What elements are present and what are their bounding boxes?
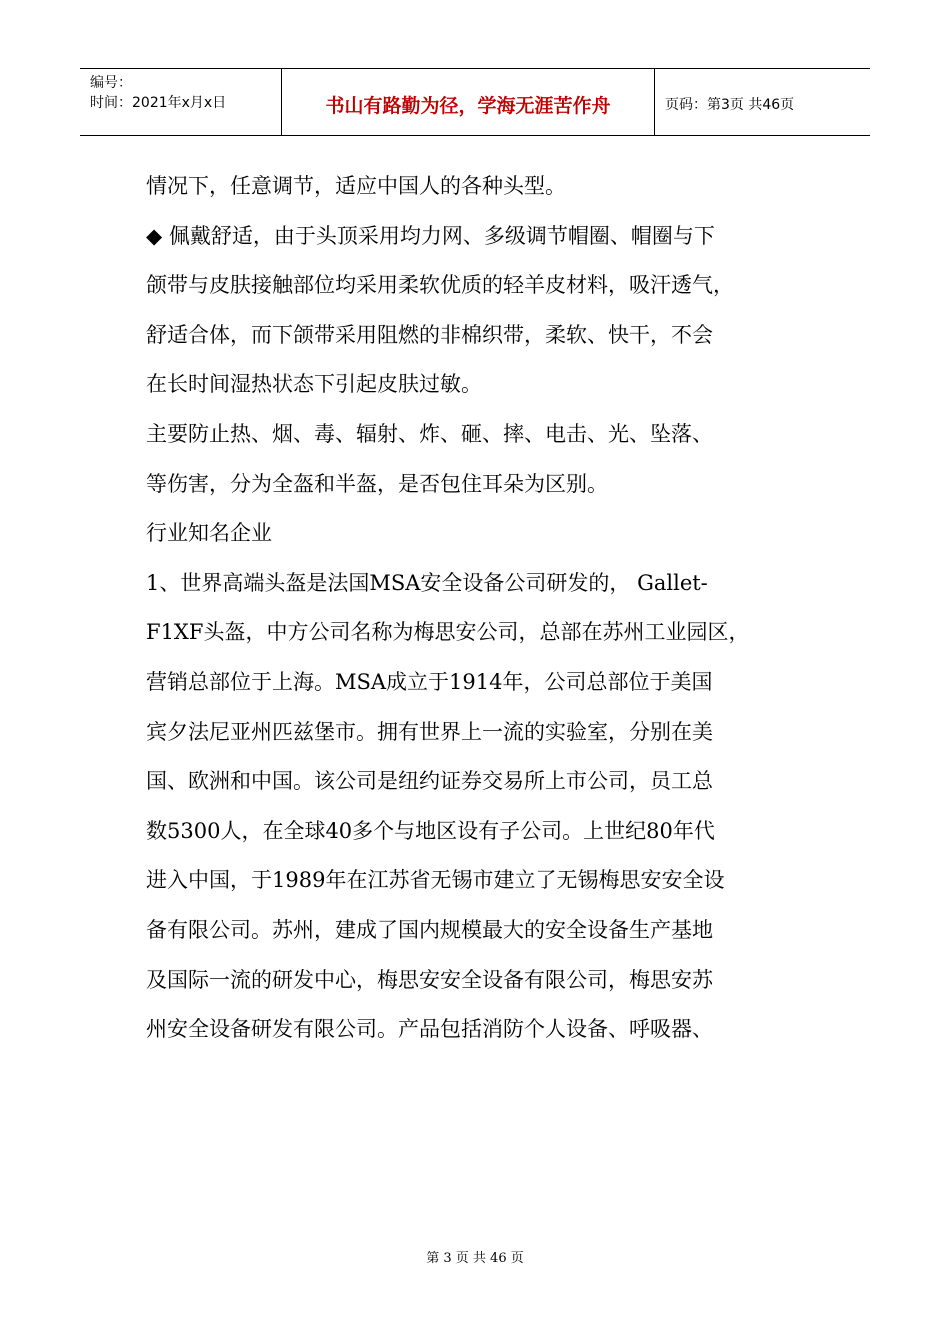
document-number-label: 编号：: [90, 75, 132, 91]
document-body: [146, 162, 826, 1055]
body-line: 1、世界高端头盔是法国MSA安全设备公司研发的， Gallet-: [146, 570, 708, 595]
body-line: 国、欧洲和中国。该公司是纽约证券交易所上市公司，员工总: [146, 769, 713, 794]
header-motto: 书山有路勤为径，学海无涯苦作舟: [282, 69, 655, 135]
section-heading: 行业知名企业: [146, 521, 272, 546]
body-line: 及国际一流的研发中心，梅思安安全设备有限公司，梅思安苏: [146, 967, 713, 992]
body-line: F1XF头盔，中方公司名称为梅思安公司，总部在苏州工业园区，: [146, 620, 750, 645]
body-line: 颌带与皮肤接触部位均采用柔软优质的轻羊皮材料，吸汗透气，: [146, 273, 734, 298]
body-line: 宾夕法尼亚州匹兹堡市。拥有世界上一流的实验室，分别在美: [146, 719, 713, 744]
body-line: 营销总部位于上海。MSA成立于1914年，公司总部位于美国: [146, 669, 713, 694]
body-line: 舒适合体，而下颌带采用阻燃的非棉织带，柔软、快干，不会: [146, 322, 713, 347]
body-line: 等伤害，分为全盔和半盔，是否包住耳朵为区别。: [146, 471, 608, 496]
body-line: 情况下，任意调节，适应中国人的各种头型。: [146, 174, 566, 198]
page-header: [80, 68, 870, 136]
body-line: 数5300人，在全球40多个与地区设有子公司。上世纪80年代: [146, 818, 715, 843]
body-line: 在长时间湿热状态下引起皮肤过敏。: [146, 372, 482, 397]
body-line: 进入中国，于1989年在江苏省无锡市建立了无锡梅思安安全设: [146, 868, 725, 893]
page-footer: 第 3 页 共 46 页: [426, 1251, 524, 1266]
header-page-info: 页码：第3页 共46页: [665, 97, 795, 113]
header-meta: [80, 69, 282, 135]
document-time-label: 时间：2021年x月x日: [90, 95, 227, 111]
body-line: ◆ 佩戴舒适，由于头顶采用均力网、多级调节帽圈、帽圈与下: [146, 223, 715, 248]
body-line: 州安全设备研发有限公司。产品包括消防个人设备、呼吸器、: [146, 1017, 713, 1042]
body-line: 主要防止热、烟、毒、辐射、炸、砸、摔、电击、光、坠落、: [146, 421, 713, 446]
body-line: 备有限公司。苏州，建成了国内规模最大的安全设备生产基地: [146, 917, 713, 942]
